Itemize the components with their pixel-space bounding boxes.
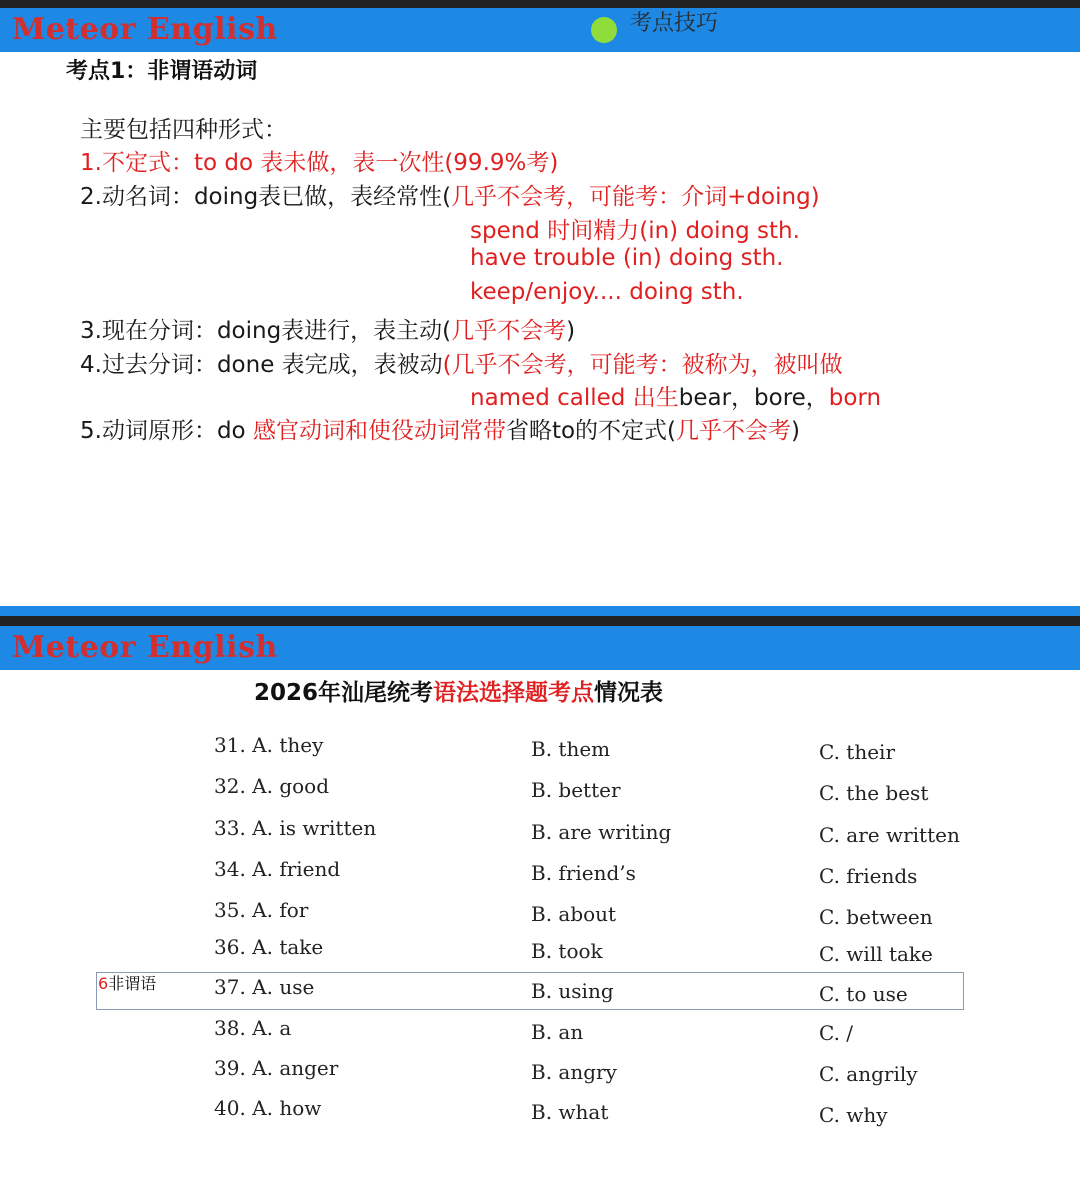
past-participle-example-black: bear，bore， [678,385,829,411]
slide-separator-dark [0,616,1080,626]
section-heading: 考点1：非谓语动词 [66,59,258,84]
q39-option-b: B. angry [531,1060,617,1084]
item-base-form-close: ) [791,418,800,444]
item-base-form-note: 几乎不会考 [676,418,792,444]
q39-option-c: C. angrily [819,1062,918,1086]
q34-option-c: C. friends [819,864,918,888]
table-title-part2: 情况表 [594,680,664,706]
item-infinitive: 1.不定式：to do 表未做，表一次性(99.9%考) [80,150,559,176]
q38-option-c: C. / [819,1021,854,1045]
past-participle-example-born: born [828,385,882,411]
gerund-example-2: have trouble (in) doing sth. [470,245,784,271]
item-base-form-red: 感官动词和使役动词常带 [252,418,506,444]
q35-option-a: 35. A. for [214,898,309,922]
q32-option-a: 32. A. good [214,774,330,798]
q36-option-a: 36. A. take [214,935,324,959]
item-past-participle [80,346,843,379]
q35-option-b: B. about [531,902,617,926]
q33-option-a: 33. A. is written [214,816,377,840]
q36-option-c: C. will take [819,942,933,966]
q34-option-b: B. friend’s [531,861,636,885]
table-title [254,674,663,707]
q31-option-c: C. their [819,740,896,764]
banner-title: 考点技巧 [630,11,719,36]
item-gerund-note: 几乎不会考，可能考：介词+doing) [451,184,820,210]
table-title-highlight: 语法选择题考点 [433,680,595,706]
q31-option-a: 31. A. they [214,733,324,757]
table-title-part1: 2026年汕尾统考 [254,680,434,706]
highlight-label-text: 非谓语 [108,974,157,993]
q36-option-b: B. took [531,939,603,963]
q37-option-b: B. using [531,979,614,1003]
item-gerund-main: 2.动名词：doing表已做，表经常性( [80,184,452,210]
q34-option-a: 34. A. friend [214,857,341,881]
green-dot-icon [591,17,617,43]
item-present-participle-close: ) [566,318,576,344]
q35-option-c: C. between [819,905,933,929]
q31-option-b: B. them [531,737,611,761]
highlight-label [98,971,156,994]
item-present-participle-main: 3.现在分词：doing表进行，表主动( [80,318,452,344]
top-divider [0,0,1080,8]
item-present-participle [80,312,575,345]
header-banner-2 [0,626,1080,670]
q38-option-b: B. an [531,1020,584,1044]
q40-option-c: C. why [819,1103,888,1127]
item-base-form-main: 5.动词原形：do [80,418,253,444]
past-participle-example [470,379,881,412]
q40-option-a: 40. A. how [214,1096,322,1120]
item-present-participle-note: 几乎不会考 [451,318,567,344]
brand-logo: Meteor English [12,12,278,47]
slide-separator-blue [0,606,1080,616]
q37-option-a: 37. A. use [214,975,315,999]
header-banner [0,8,1080,52]
gerund-example-1: spend 时间精力(in) doing sth. [470,218,800,244]
q39-option-a: 39. A. anger [214,1056,339,1080]
item-past-participle-main: 4.过去分词：done 表完成，表被动 [80,352,443,378]
past-participle-example-red: named called 出生 [470,385,679,411]
q33-option-c: C. are written [819,823,960,847]
q40-option-b: B. what [531,1100,609,1124]
q37-option-c: C. to use [819,982,908,1006]
q32-option-c: C. the best [819,781,929,805]
gerund-example-3: keep/enjoy.... doing sth. [470,279,744,305]
item-base-form [80,412,800,445]
q32-option-b: B. better [531,778,621,802]
brand-logo-2: Meteor English [12,630,278,665]
item-past-participle-note: (几乎不会考，可能考：被称为，被叫做 [442,352,843,378]
highlight-label-number: 6 [98,974,109,993]
intro-text: 主要包括四种形式： [80,117,287,143]
q33-option-b: B. are writing [531,820,672,844]
slide-exam-table [0,606,1080,1204]
item-gerund [80,178,820,211]
item-base-form-black: 省略to的不定式( [505,418,677,444]
q38-option-a: 38. A. a [214,1016,292,1040]
